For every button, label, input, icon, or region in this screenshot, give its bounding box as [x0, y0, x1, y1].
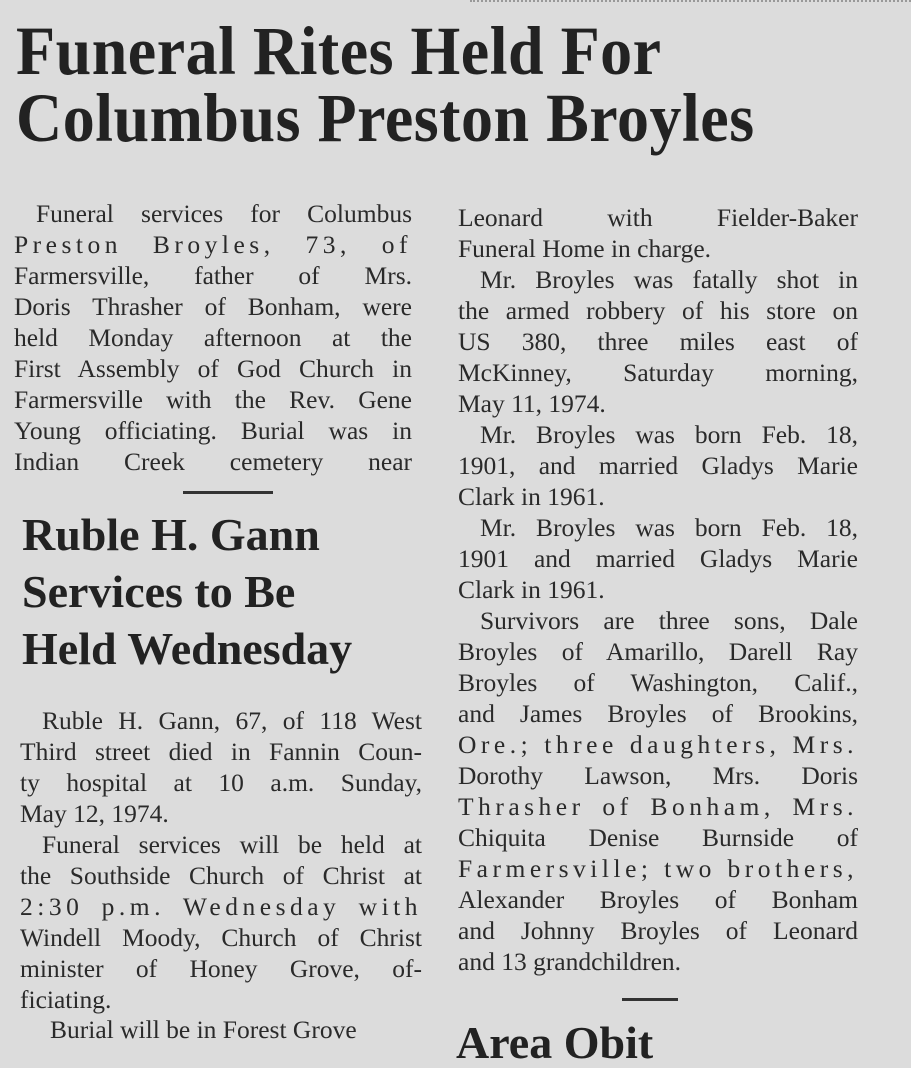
text-line: held Monday afternoon at the	[14, 323, 412, 352]
headline-line-1: Funeral Rites Held For	[16, 12, 662, 90]
text-line: ty hospital at 10 a.m. Sunday,	[20, 768, 422, 797]
headline-line-2: Columbus Preston Broyles	[16, 79, 755, 157]
text-line: First Assembly of God Church in	[14, 354, 412, 383]
text-line: ficiating.	[20, 985, 112, 1014]
text-line: Windell Moody, Church of Christ	[20, 923, 422, 952]
text-line: Young officiating. Burial was in	[14, 416, 412, 445]
main-headline	[16, 12, 896, 157]
text-line: Preston Broyles, 73, of	[14, 230, 412, 259]
article-broyles-left-column	[14, 198, 412, 477]
gann-headline-line-1: Ruble H. Gann	[22, 509, 320, 560]
text-line: Broyles of Washington, Calif.,	[458, 668, 858, 697]
text-line: Funeral Home in charge.	[458, 234, 712, 263]
text-line: Ruble H. Gann, 67, of 118 West	[42, 706, 422, 735]
text-line: McKinney, Saturday morning,	[458, 358, 858, 387]
text-line: and 13 grandchildren.	[458, 947, 682, 976]
text-line: Survivors are three sons, Dale	[480, 606, 858, 635]
article-broyles-right-column	[458, 202, 858, 977]
text-line: May 12, 1974.	[20, 799, 169, 828]
text-line: Clark in 1961.	[458, 575, 605, 604]
text-line: and Johnny Broyles of Leonard	[458, 916, 858, 945]
text-line: Ore.; three daughters, Mrs.	[458, 730, 858, 759]
text-line: Thrasher of Bonham, Mrs.	[458, 792, 858, 821]
text-line: May 11, 1974.	[458, 389, 606, 418]
article-gann-body	[20, 705, 422, 1015]
text-line: Farmersville, father of Mrs.	[14, 261, 412, 290]
gann-headline-line-3: Held Wednesday	[22, 623, 353, 674]
text-line: Broyles of Amarillo, Darell Ray	[458, 637, 858, 666]
text-line: Third street died in Fannin Coun-	[20, 737, 422, 766]
text-line: Farmersville; two brothers,	[458, 854, 858, 883]
text-line: Alexander Broyles of Bonham	[458, 885, 858, 914]
section-divider	[183, 491, 273, 494]
text-line: Chiquita Denise Burnside of	[458, 823, 858, 852]
text-line: Mr. Broyles was fatally shot in	[480, 265, 858, 294]
text-line: Farmersville with the Rev. Gene	[14, 385, 412, 414]
text-line: the armed robbery of his store on	[458, 296, 858, 325]
text-line: Leonard with Fielder-Baker	[458, 203, 858, 232]
text-line: Clark in 1961.	[458, 482, 605, 511]
text-line: US 380, three miles east of	[458, 327, 858, 356]
text-line: minister of Honey Grove, of-	[20, 954, 422, 983]
gann-cut-line: Burial will be in Forest Grove	[50, 1015, 357, 1044]
text-line: Mr. Broyles was born Feb. 18,	[480, 420, 858, 449]
gann-headline-line-2: Services to Be	[22, 566, 296, 617]
text-line: Funeral services for Columbus	[36, 199, 412, 228]
next-article-headline: Area Obit	[456, 1017, 654, 1068]
clipping-edge	[470, 0, 911, 8]
text-line: 1901, and married Gladys Marie	[458, 451, 858, 480]
section-divider	[622, 998, 678, 1001]
text-line: Mr. Broyles was born Feb. 18,	[480, 513, 858, 542]
text-line: the Southside Church of Christ at	[20, 861, 422, 890]
text-line: Dorothy Lawson, Mrs. Doris	[458, 761, 858, 790]
text-line: and James Broyles of Brookins,	[458, 699, 858, 728]
text-line: Doris Thrasher of Bonham, were	[14, 292, 412, 321]
text-line: Indian Creek cemetery near	[14, 447, 412, 476]
text-line: Funeral services will be held at	[42, 830, 422, 859]
text-line: 1901 and married Gladys Marie	[458, 544, 858, 573]
text-line: 2:30 p.m. Wednesday with	[20, 892, 422, 921]
gann-headline	[22, 506, 442, 677]
